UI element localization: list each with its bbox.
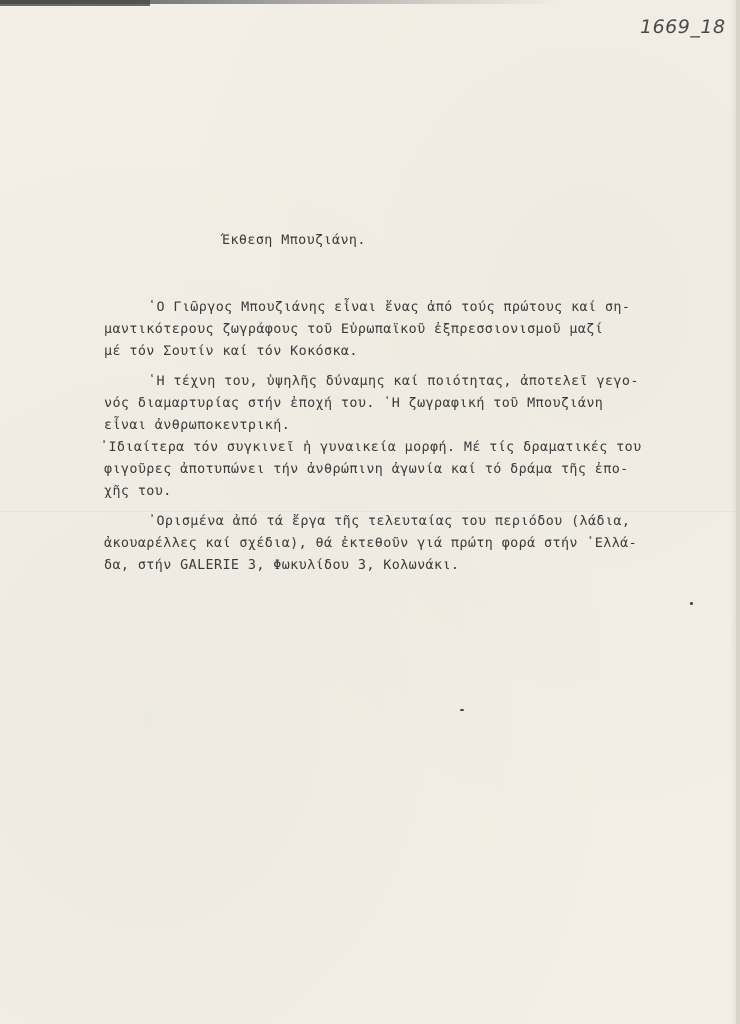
paragraph-1-line-3: μέ τόν Σουτίν καί τόν Κοκόσκα. (104, 344, 358, 359)
paper-fold-line (0, 511, 736, 513)
paragraph-2-line-1: ῾Η τέχνη του, ὑψηλῆς δύναμης καί ποιότητας, ἀποτελεῖ γεγο- (148, 374, 639, 389)
paragraph-1-line-2: μαντικότερους ζωγράφους τοῦ Εὐρωπαϊκοῦ ἐξπρεσσιονισμοῦ μαζί (104, 322, 604, 337)
ink-speck (460, 709, 464, 711)
scan-top-edge-dark (0, 0, 150, 6)
document-title: Έκθεση Μπουζιάνη. (222, 233, 366, 248)
paragraph-4-line-1: ᾿Ορισμένα ἀπό τά ἔργα τῆς τελευταίας του περιόδου (λάδια, (148, 514, 631, 529)
paragraph-1-line-1: ῾Ο Γιῶργος Μπουζιάνης εἶναι ἕνας ἀπό τούς πρώτους καί ση- (148, 300, 631, 315)
paragraph-3-line-1: ᾿Ιδιαίτερα τόν συγκινεῖ ἡ γυναικεία μορφή. Μέ τίς δραματικές του (100, 440, 642, 455)
paragraph-3-line-3: χῆς του. (104, 484, 172, 499)
paragraph-2-line-2: νός διαμαρτυρίας στήν ἐποχή του. ῾Η ζωγραφική τοῦ Μπουζιάνη (104, 396, 604, 411)
paragraph-4-line-2: ἀκουαρέλλες καί σχέδια), θά ἐκτεθοῦν γιά πρώτη φορά στήν ᾿Ελλά- (104, 536, 638, 551)
handwritten-archive-reference: 1669_18 (640, 16, 726, 38)
paragraph-2-line-3: εἶναι ἀνθρωποκεντρική. (104, 418, 291, 433)
paper-edge-shadow (730, 0, 736, 1024)
paragraph-4-line-3: δα, στήν GALERIE 3, Φωκυλίδου 3, Κολωνάκι. (104, 558, 460, 573)
ink-speck (690, 602, 693, 605)
paragraph-3-line-2: φιγοῦρες ἀποτυπώνει τήν ἀνθρώπινη ἀγωνία καί τό δράμα τῆς ἐπο- (104, 462, 629, 477)
